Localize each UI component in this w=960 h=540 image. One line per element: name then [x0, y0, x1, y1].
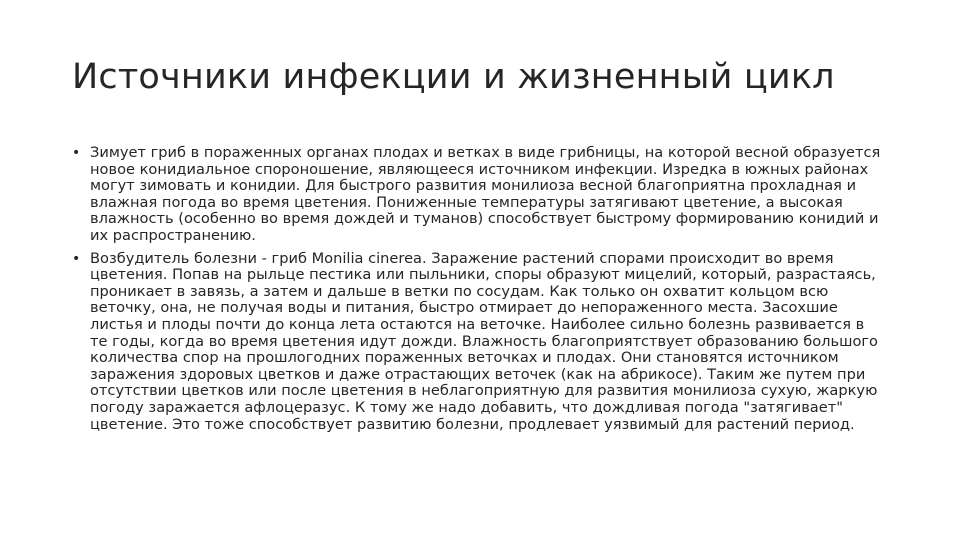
slide-title: Источники инфекции и жизненный цикл [72, 57, 835, 97]
bullet-item [72, 251, 882, 434]
bullet-text: Зимует гриб в пораженных органах плодах и ветках в виде грибницы, на которой весной образуется новое конидиальное спороношение, являющееся источником инфекции. Изредка в южных районах могут зимовать и конидии. Для быстрого развития монилиоза весной благоприятна прохладная и влажная погода во время цветения. Пониженные температуры затягивают цветение, а высокая влажность (особенно во время дождей и туманов) способствует быстрому формированию конидий и их распространению. [90, 144, 881, 244]
bullet-marker: • [72, 145, 81, 161]
bullet-marker: • [72, 250, 81, 267]
bullet-list [72, 145, 882, 439]
bullet-text: Возбудитель болезни - гриб Monilia cinerea. Заражение растений спорами происходит во время цветения. Попав на рыльце пестика или пыльники, споры образуют мицелий, который, разрастаясь, проникает в завязь, а затем и дальше в ветки по сосудам. Как только он охватит кольцом всю веточку, она, не получая воды и питания, быстро отмирает до непораженного места. Засохшие листья и плоды почти до конца лета остаются на веточке. Наиболее сильно болезнь развивается в те годы, когда во время цветения идут дожди. Влажность благоприятствует образованию большого количества спор на прошлогодних пораженных веточках и плодах. Они становятся источником заражения здоровых цветков и даже отрастающих веточек (как на абрикосе). Таким же путем при отсутствии цветков или после цветения в неблагоприятную для развития монилиоза сухую, жаркую погоду заражается афлоцеразус. К тому же надо добавить, что дождливая погода "затягивает" цветение. Это тоже способствует развитию болезни, продлевает уязвимый для растений период. [90, 249, 878, 433]
bullet-item [72, 145, 882, 245]
